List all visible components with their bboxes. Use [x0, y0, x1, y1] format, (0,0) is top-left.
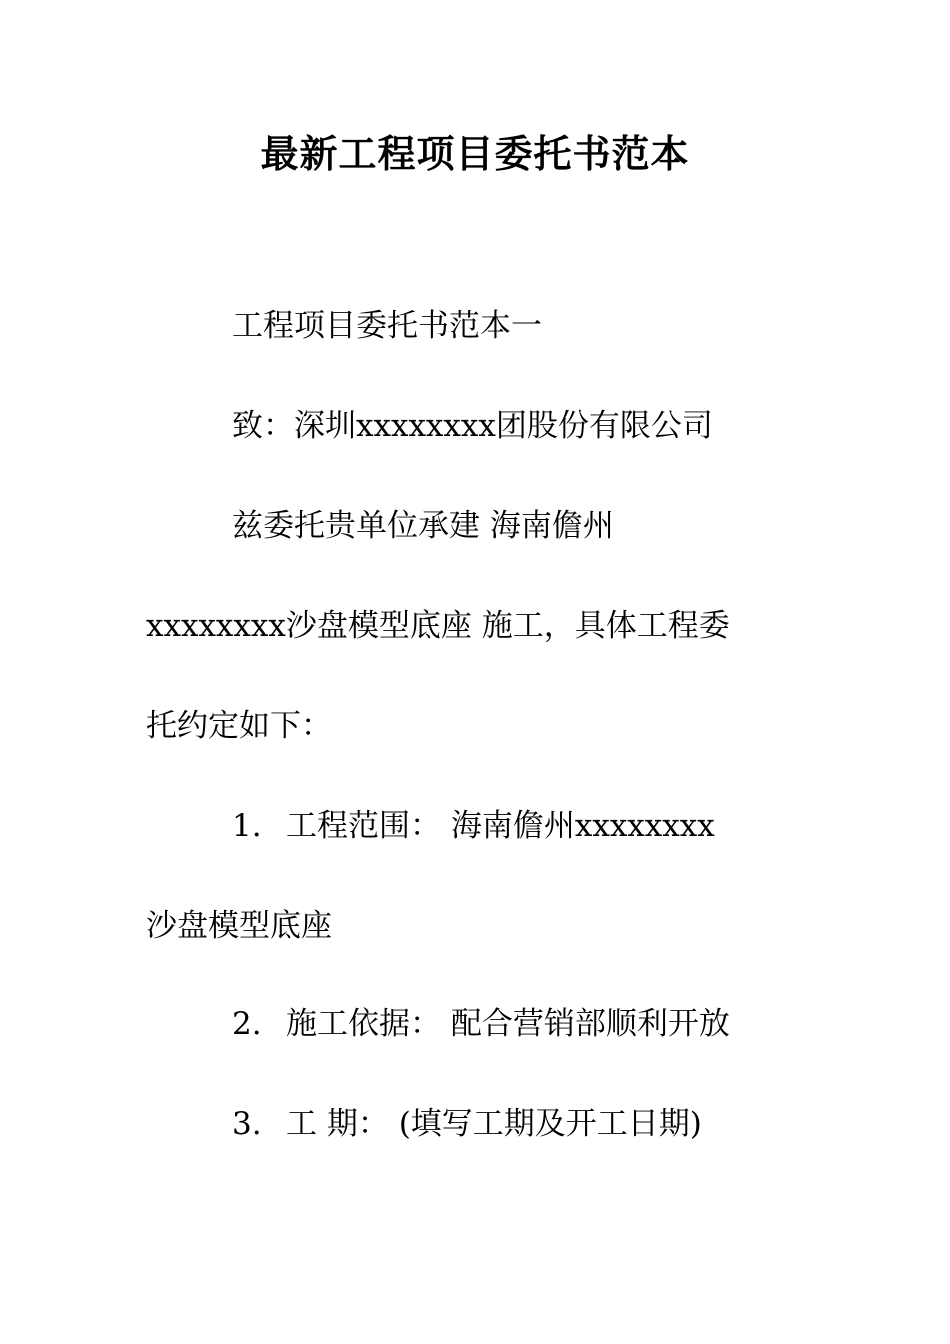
list-item-text: 施工依据： 配合营销部顺利开放 [286, 1006, 730, 1042]
list-item-scope [232, 804, 715, 848]
intro-line-1: 兹委托贵单位承建 海南儋州 [232, 508, 614, 544]
list-item-duration [232, 1102, 702, 1146]
addressee-line: 致：深圳xxxxxxxx团股份有限公司 [232, 408, 713, 444]
document-title: 最新工程项目委托书范本 [260, 131, 690, 176]
section-heading: 工程项目委托书范本一 [232, 308, 542, 344]
list-item-number: 3. [232, 1106, 262, 1142]
list-item-number: 1. [232, 808, 262, 844]
list-item-text: 工程范围： 海南儋州xxxxxxxx [286, 808, 715, 844]
list-item-basis [232, 1002, 730, 1046]
list-item-scope-continuation: 沙盘模型底座 [146, 908, 332, 944]
list-item-text: 工 期： (填写工期及开工日期) [286, 1106, 702, 1142]
intro-line-2: xxxxxxxx沙盘模型底座 施工，具体工程委 [146, 608, 730, 644]
intro-line-3: 托约定如下： [146, 708, 332, 744]
list-item-number: 2. [232, 1006, 262, 1042]
